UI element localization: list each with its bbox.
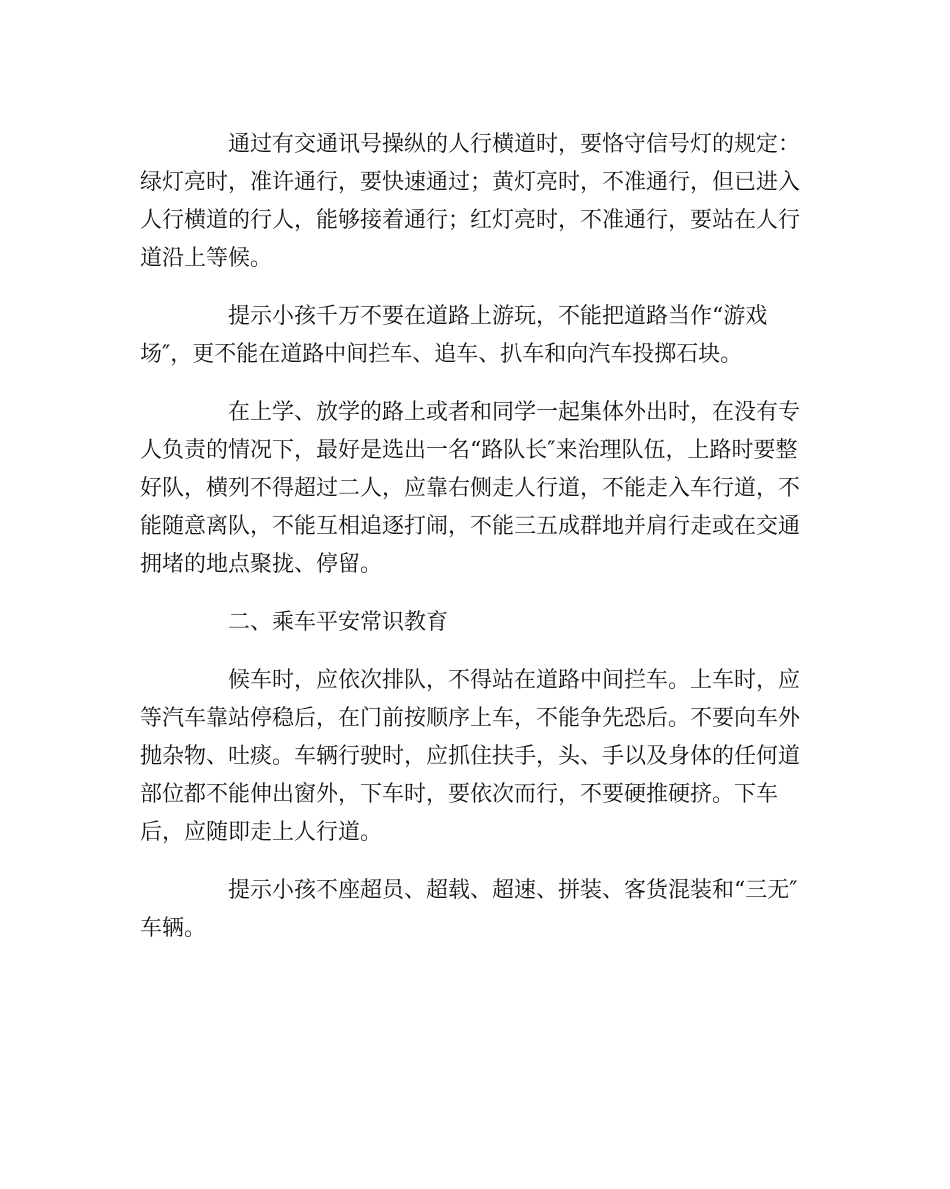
text-line: 道沿上等候。 <box>140 246 273 271</box>
text-line: 提示小孩千万不要在道路上游玩，不能把道路当作“游戏 <box>228 304 768 329</box>
text-line: 场″，更不能在道路中间拦车、追车、扒车和向汽车投掷石块。 <box>140 342 743 367</box>
text-line: 部位都不能伸出窗外，下车时，要依次而行，不要硬推硬挤。下车 <box>140 782 779 807</box>
text-line: 拥堵的地点聚拢、停留。 <box>140 552 383 577</box>
text-line: 通过有交通讯号操纵的人行横道时，要恪守信号灯的规定： <box>228 132 801 157</box>
paragraph-no-playing-on-road <box>140 298 812 374</box>
paragraph-waiting-and-boarding <box>140 662 812 852</box>
text-line: 车辆。 <box>140 916 207 941</box>
document-body <box>140 126 812 968</box>
paragraph-unsafe-vehicles <box>140 872 812 948</box>
text-line: 等汽车靠站停稳后，在门前按顺序上车，不能争先恐后。不要向车外 <box>140 706 801 731</box>
paragraph-crosswalk-signals <box>140 126 812 278</box>
text-line: 在上学、放学的路上或者和同学一起集体外出时，在没有专 <box>228 400 801 425</box>
text-line: 人负责的情况下，最好是选出一名“路队长″来治理队伍，上路时要整 <box>140 438 798 463</box>
text-line: 提示小孩不座超员、超载、超速、拼装、客货混装和“三无″ <box>228 878 798 903</box>
text-line: 抛杂物、吐痰。车辆行驶时，应抓住扶手，头、手以及身体的任何道 <box>140 744 801 769</box>
text-line: 人行横道的行人，能够接着通行；红灯亮时，不准通行，要站在人行 <box>140 208 801 233</box>
section-heading: 二、乘车平安常识教育 <box>228 610 449 635</box>
text-line: 后，应随即走上人行道。 <box>140 820 383 845</box>
text-line: 候车时，应依次排队，不得站在道路中间拦车。上车时，应 <box>228 668 801 693</box>
paragraph-group-walking <box>140 394 812 584</box>
section-heading-riding-safety <box>140 604 812 642</box>
text-line: 好队，横列不得超过二人，应靠右侧走人行道，不能走入车行道，不 <box>140 476 801 501</box>
text-line: 绿灯亮时，准许通行，要快速通过；黄灯亮时，不准通行，但已进入 <box>140 170 801 195</box>
text-line: 能随意离队，不能互相追逐打闹，不能三五成群地并肩行走或在交通 <box>140 514 801 539</box>
